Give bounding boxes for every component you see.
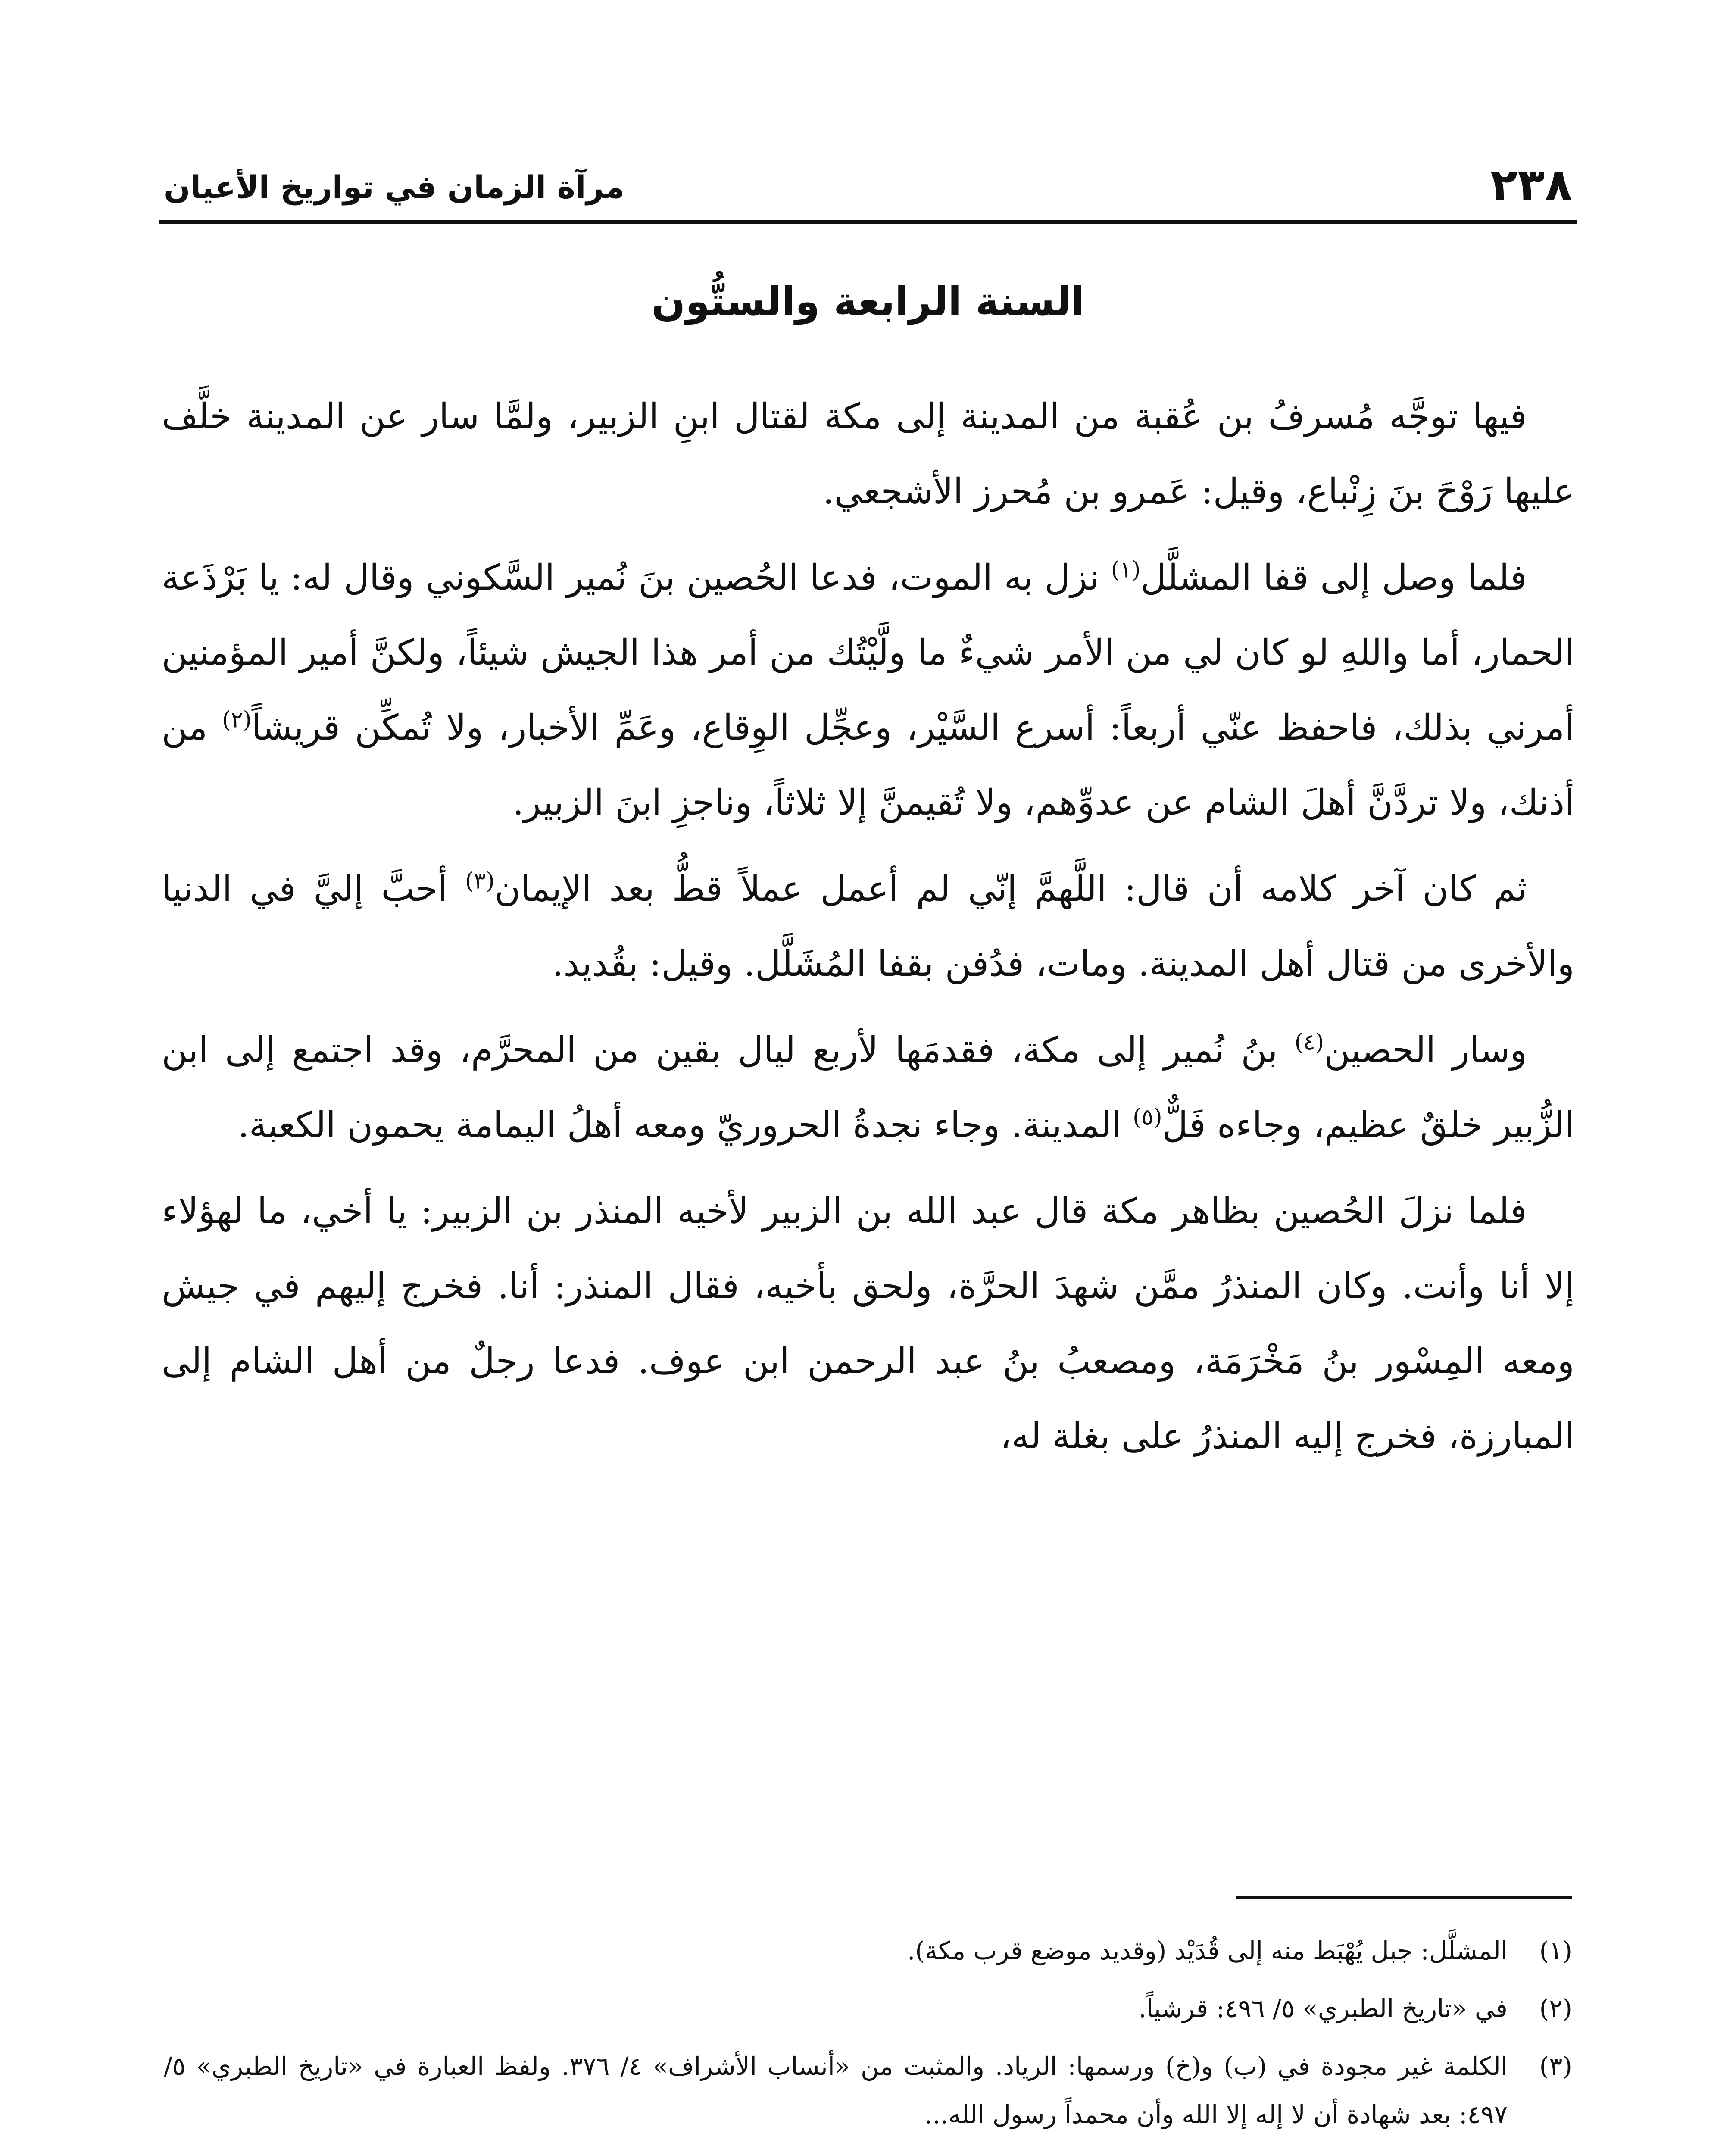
- footnote-number: (٣): [1539, 2052, 1572, 2081]
- body-paragraph: [162, 852, 1574, 1002]
- paragraph-text: المدينة. وجاء نجدةُ الحروريّ ومعه أهلُ اليمامة يحمون الكعبة.: [237, 1105, 1133, 1146]
- main-text: [162, 379, 1574, 1485]
- running-title: مرآة الزمان في تواريخ الأعيان: [164, 169, 624, 205]
- footnote-reference[interactable]: (٤): [1294, 1029, 1324, 1056]
- footnote-reference[interactable]: (٢): [222, 707, 252, 733]
- paragraph-text: فيها توجَّه مُسرفُ بن عُقبة من المدينة إلى مكة لقتال ابنِ الزبير، ولمَّا سار عن المدينة خلَّف عليها رَوْحَ بنَ زِنْباع، وقيل: عَمرو بن مُحرز الأشجعي.: [162, 396, 1574, 512]
- paragraph-text: فلما نزلَ الحُصين بظاهر مكة قال عبد الله بن الزبير لأخيه المنذر بن الزبير: يا أخي، ما لهؤلاء إلا أنا وأنت. وكان المنذرُ ممَّن شهدَ الحرَّة، ولحق بأخيه، فقال المنذر: أنا. فخرج إليهم في جيش ومعه المِسْور بنُ مَخْرَمَة، ومصعبُ بنُ عبد الرحمن ابن عوف. فدعا رجلٌ من أهل الشام إلى المبارزة، فخرج إليه المنذرُ على بغلة له،: [162, 1191, 1574, 1457]
- footnote-text: المشلَّل: جبل يُهْبَط منه إلى قُدَيْد (وقديد موضع قرب مكة).: [907, 1936, 1508, 1965]
- paragraph-text: بنُ نُمير إلى مكة، فقدمَها لأربع ليال بقين من المحرَّم، وقد اجتمع إلى ابن الزُّبير خلقٌ عظيم، وجاءه فَلٌّ: [162, 1030, 1574, 1146]
- paragraph-text: نزل به الموت، فدعا الحُصين بنَ نُمير السَّكوني وقال له: يا بَرْذَعة الحمار، أما واللهِ لو كان لي من الأمر شيءٌ ما ولَّيْتُك من أمر هذا الجيش شيئاً، ولكنَّ أمير المؤمنين أمرني بذلك، فاحفظ عنّي أربعاً: أسرع السَّيْر، وعجِّل الوِقاع، وعَمِّ الأخبار، ولا تُمكِّن قريشاً: [162, 557, 1574, 748]
- paragraph-text: ثم كان آخر كلامه أن قال: اللَّهمَّ إنّي لم أعمل عملاً قطُّ بعد الإيمان: [494, 868, 1527, 909]
- header-rule: [159, 220, 1577, 224]
- footnote-number: [1539, 2148, 1572, 2155]
- footnote-text: في «تاريخ الطبري» ٥/ ٤٩٦: قرشياً.: [1138, 1994, 1508, 2023]
- footnote-separator: [1236, 1896, 1572, 1899]
- running-header: [164, 142, 1572, 211]
- body-paragraph: [162, 1013, 1574, 1163]
- paragraph-text: فلما وصل إلى قفا المشلَّل: [1140, 557, 1527, 598]
- paragraph-text: من أذنك، ولا تردَّنَّ أهلَ الشام عن عدوِّهم، ولا تُقيمنَّ إلا ثلاثاً، وناجزِ ابنَ الزبير.: [162, 707, 1574, 823]
- footnote-reference[interactable]: (١): [1111, 557, 1141, 583]
- footnote-text: الكلمة غير مجودة في (ب) و(خ) ورسمها: الرياد. والمثبت من «أنساب الأشراف» ٤/ ٣٧٦. ولفظ العبارة في «تاريخ الطبري» ٥/ ٤٩٧: بعد شهادة أن لا إله إلا الله وأن محمداً رسول الله...: [164, 2052, 1508, 2129]
- page-number: ٢٣٨: [1490, 158, 1572, 211]
- body-paragraph: [162, 540, 1574, 840]
- footnote-number: (١): [1539, 1936, 1572, 1965]
- paragraph-text: وسار الحصين: [1324, 1030, 1527, 1071]
- footnote-number: (٢): [1539, 1994, 1572, 2023]
- footnote: [164, 2148, 1572, 2155]
- footnote-reference[interactable]: (٣): [465, 868, 495, 894]
- chapter-heading: السنة الرابعة والستُّون: [651, 278, 1085, 325]
- paragraph-text: أحبَّ إليَّ في الدنيا والأخرى من قتال أهل المدينة. ومات، فدُفن بقفا المُشَلَّل. وقيل: بقُديد.: [162, 868, 1574, 984]
- body-paragraph: [162, 379, 1574, 529]
- footnote-reference[interactable]: (٥): [1133, 1104, 1162, 1131]
- footnote: [164, 1984, 1572, 2033]
- footnote: [164, 2042, 1572, 2139]
- footnotes: [164, 1927, 1572, 2155]
- body-paragraph: [162, 1174, 1574, 1474]
- footnote: [164, 1927, 1572, 1975]
